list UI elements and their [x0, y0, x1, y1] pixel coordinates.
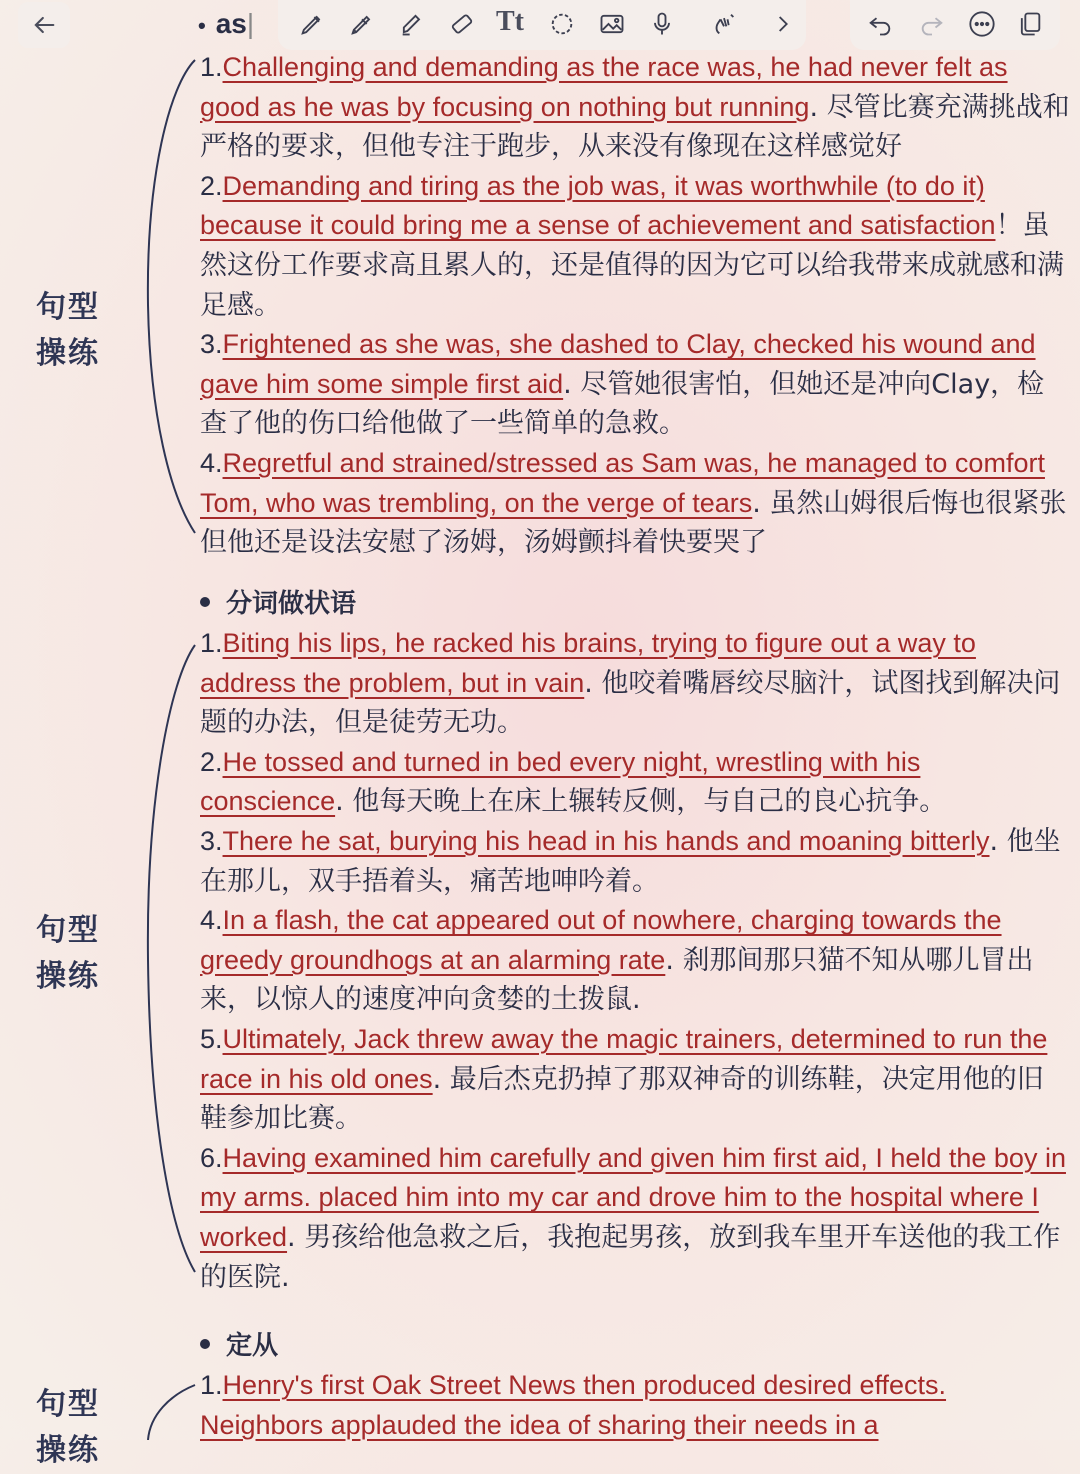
sentence-item: 5.Ultimately, Jack threw away the magic trainers, determined to run the race in his old ones. 最后杰克扔掉了那双神奇的训练鞋，决定用他的旧鞋参加比赛。	[200, 1023, 1048, 1135]
side-label: 句型 操练	[36, 913, 100, 994]
bracket-line	[140, 55, 200, 535]
section-as-clauses	[200, 48, 1070, 563]
section-relative-clauses	[200, 1326, 1070, 1445]
sentence-item: 4.In a flash, the cat appeared out of nowhere, charging towards the greedy groundhogs at an alarming rate. 刹那间那只猫不知从哪儿冒出来，以惊人的速度冲向贪婪的土拨鼠.	[200, 905, 1034, 1016]
sentence-item: 2.Demanding and tiring as the job was, it was worthwhile (to do it) because it could bring me a sense of achievement and satisfaction！虽然这份工作要求高且累人的，还是值得的因为它可以给我带来成就感和满足感。	[200, 170, 1064, 321]
sentence-item: 3.Frightened as she was, she dashed to Clay, checked his wound and gave him some simple first aid. 尽管她很害怕，但她还是冲向Clay，检查了他的伤口给他做了一些简单的急救。	[200, 329, 1045, 440]
sentence-item: 1.Henry's first Oak Street News then produced desired effects. Neighbors applauded the idea of sharing their needs in a	[200, 1370, 947, 1440]
text-tool-icon[interactable]: Tt	[496, 6, 524, 37]
sentence-item: 1.Challenging and demanding as the race was, he had never felt as good as he was by focusing on nothing but running. 尽管比赛充满挑战和严格的要求，但他专注于跑步，从来没有像现在这样感觉好	[200, 52, 1070, 163]
bracket-line	[140, 640, 200, 1275]
section-heading: 分词做状语	[200, 584, 1070, 624]
sentence-item: 2.He tossed and turned in bed every night, wrestling with his conscience. 他每天晚上在床上辗转反侧，与自己的良心抗争。	[200, 746, 947, 818]
sentence-list	[200, 624, 1070, 1297]
side-label: 句型 操练	[36, 290, 100, 371]
sentence-item: 4.Regretful and strained/stressed as Sam was, he managed to comfort Tom, who was trembling, on the verge of tears. 虽然山姆很后悔也很紧张但他还是设法安慰了汤姆，汤姆颤抖着快要哭了	[200, 447, 1067, 559]
section-participle-adverbial	[200, 584, 1070, 1297]
side-label: 句型 操练	[36, 1387, 100, 1468]
sentence-item: 3.There he sat, burying his head in his hands and moaning bitterly. 他坐在那儿，双手捂着头，痛苦地呻吟着。	[200, 825, 1061, 897]
sentence-item: 1.Biting his lips, he racked his brains, trying to figure out a way to address the problem, but in vain. 他咬着嘴唇绞尽脑汁，试图找到解决问题的办法，但是徒劳无功。	[200, 628, 1061, 739]
note-title[interactable]: • as|	[198, 8, 255, 39]
section-heading: 定从	[200, 1326, 1070, 1366]
sentence-list	[200, 48, 1070, 563]
bracket-line	[140, 1380, 200, 1440]
sentence-item: 6.Having examined him carefully and given him first aid, I held the boy in my arms. placed him into my car and drove him to the hospital where I worked. 男孩给他急救之后，我抱起男孩，放到我车里开车送他的我工作的医院.	[200, 1142, 1066, 1293]
sentence-list	[200, 1366, 1070, 1445]
